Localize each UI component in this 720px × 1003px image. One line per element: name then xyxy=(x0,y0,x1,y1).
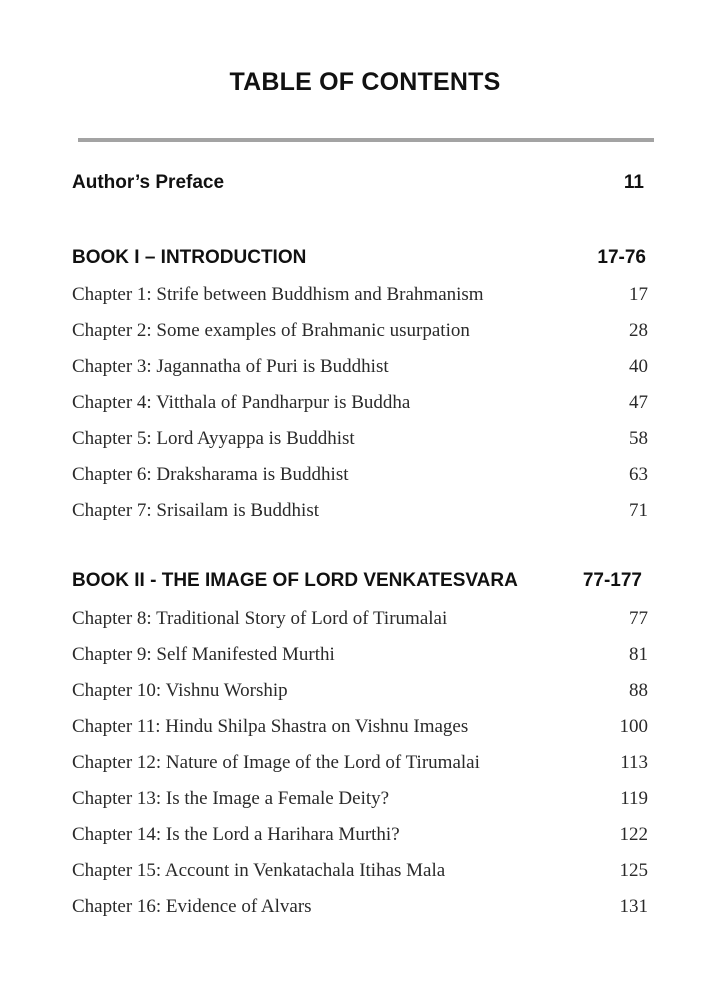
toc-chapter-label: Chapter 4: Vitthala of Pandharpur is Buddha xyxy=(72,392,411,413)
toc-book-heading xyxy=(72,247,646,269)
toc-chapter-row xyxy=(72,824,648,846)
toc-book-pages: 17-76 xyxy=(597,247,646,268)
toc-chapter-row xyxy=(72,896,648,918)
toc-chapter-page: 131 xyxy=(619,896,648,917)
toc-chapter-page: 17 xyxy=(629,284,648,305)
toc-chapter-label: Chapter 5: Lord Ayyappa is Buddhist xyxy=(72,428,355,449)
toc-chapter-row xyxy=(72,320,648,342)
toc-book-title: BOOK II - THE IMAGE OF LORD VENKATESVARA xyxy=(72,570,518,591)
toc-chapter-row xyxy=(72,392,648,414)
toc-chapter-row xyxy=(72,284,648,306)
toc-chapter-label: Chapter 12: Nature of Image of the Lord of Tirumalai xyxy=(72,752,480,773)
toc-chapter-row xyxy=(72,644,648,666)
toc-chapter-label: Chapter 15: Account in Venkatachala Itihas Mala xyxy=(72,860,446,881)
toc-chapter-row xyxy=(72,608,648,630)
toc-chapter-row xyxy=(72,716,648,738)
toc-chapter-page: 28 xyxy=(629,320,648,341)
toc-chapter-label: Chapter 14: Is the Lord a Harihara Murthi? xyxy=(72,824,400,845)
toc-chapter-page: 58 xyxy=(629,428,648,449)
toc-chapter-label: Chapter 9: Self Manifested Murthi xyxy=(72,644,335,665)
toc-entry-label: Author’s Preface xyxy=(72,172,225,193)
toc-chapter-label: Chapter 16: Evidence of Alvars xyxy=(72,896,312,917)
toc-chapter-label: Chapter 1: Strife between Buddhism and Brahmanism xyxy=(72,284,484,305)
title-divider xyxy=(78,138,654,142)
toc-chapter-page: 63 xyxy=(629,464,648,485)
toc-chapter-label: Chapter 11: Hindu Shilpa Shastra on Vishnu Images xyxy=(72,716,469,737)
toc-chapter-page: 122 xyxy=(619,824,648,845)
toc-chapter-label: Chapter 13: Is the Image a Female Deity? xyxy=(72,788,390,809)
toc-chapter-page: 47 xyxy=(629,392,648,413)
toc-chapter-label: Chapter 7: Srisailam is Buddhist xyxy=(72,500,319,521)
toc-chapter-page: 113 xyxy=(620,752,648,773)
toc-chapter-page: 119 xyxy=(620,788,648,809)
toc-chapter-row xyxy=(72,860,648,882)
toc-chapter-label: Chapter 10: Vishnu Worship xyxy=(72,680,288,701)
toc-chapter-label: Chapter 6: Draksharama is Buddhist xyxy=(72,464,349,485)
toc-chapter-row xyxy=(72,428,648,450)
toc-chapter-page: 77 xyxy=(629,608,648,629)
toc-chapter-label: Chapter 8: Traditional Story of Lord of Tirumalai xyxy=(72,608,448,629)
toc-chapter-row xyxy=(72,356,648,378)
toc-chapter-row xyxy=(72,680,648,702)
toc-chapter-row xyxy=(72,464,648,486)
toc-chapter-page: 81 xyxy=(629,644,648,665)
page-title: TABLE OF CONTENTS xyxy=(229,68,501,96)
toc-chapter-row xyxy=(72,752,648,774)
toc-entry-page: 11 xyxy=(623,172,644,193)
toc-book-pages: 77-177 xyxy=(582,570,642,591)
toc-entry-preface xyxy=(72,172,644,194)
toc-chapter-row xyxy=(72,500,648,522)
toc-chapter-page: 88 xyxy=(629,680,648,701)
toc-chapter-label: Chapter 3: Jagannatha of Puri is Buddhist xyxy=(72,356,389,377)
toc-chapter-page: 125 xyxy=(619,860,648,881)
toc-chapter-page: 71 xyxy=(629,500,648,521)
toc-chapter-row xyxy=(72,788,648,810)
toc-chapter-page: 40 xyxy=(629,356,648,377)
toc-chapter-page: 100 xyxy=(619,716,648,737)
toc-book-title: BOOK I – INTRODUCTION xyxy=(72,247,307,268)
toc-chapter-label: Chapter 2: Some examples of Brahmanic usurpation xyxy=(72,320,470,341)
toc-book-heading xyxy=(72,570,642,592)
